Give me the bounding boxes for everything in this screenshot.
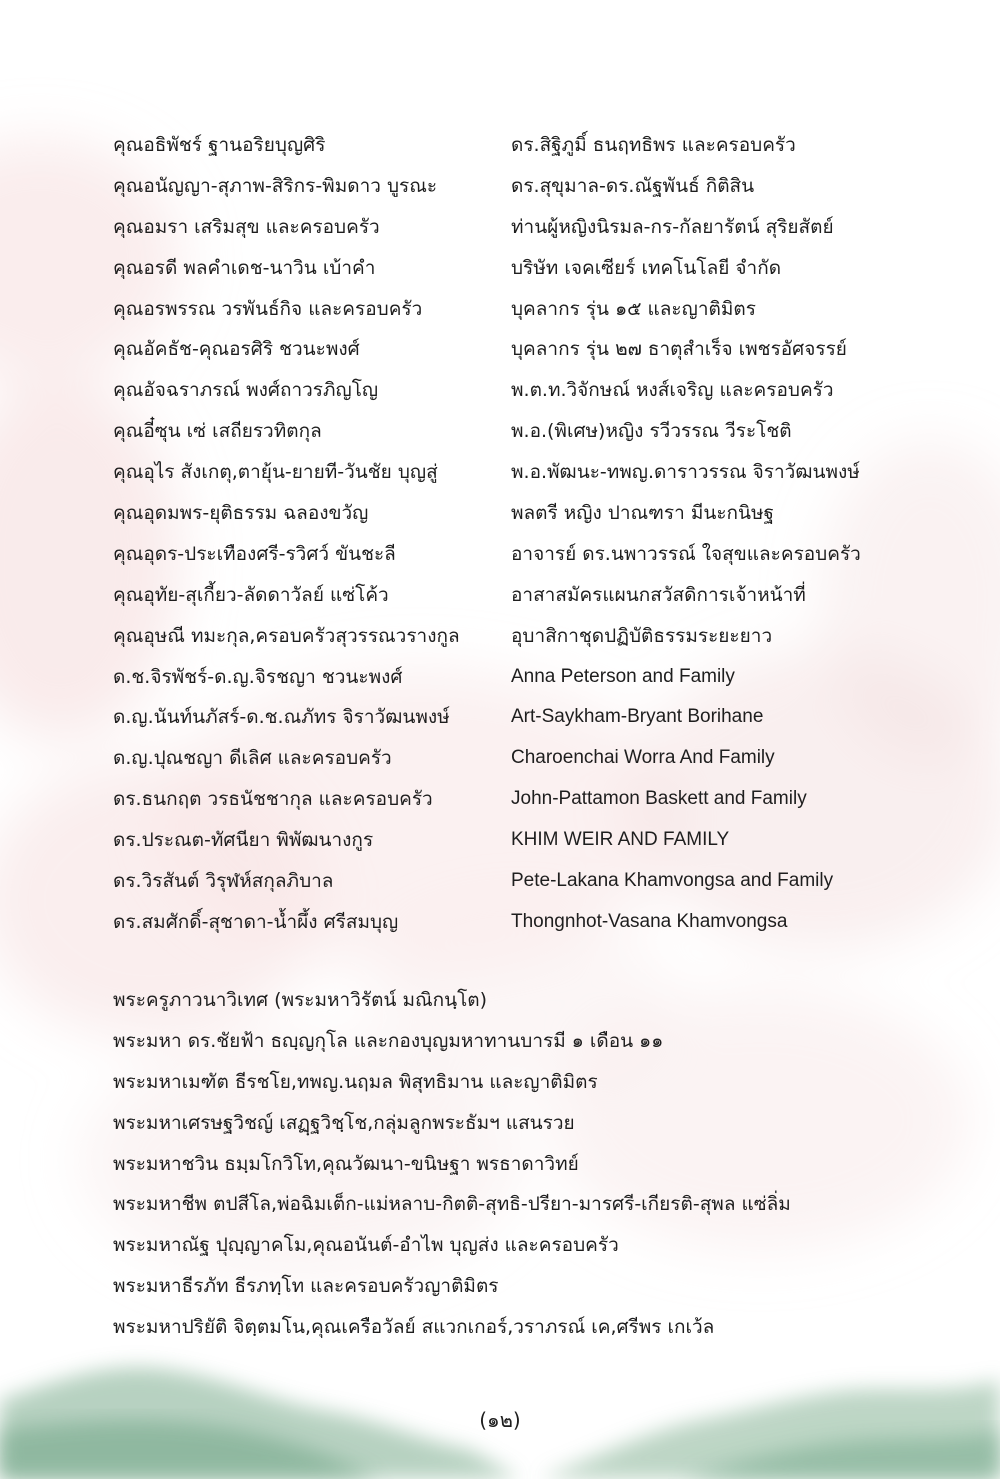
list-item: ด.ญ.นันท์นภัสร์-ด.ช.ณภัทร จิราวัฒนพงษ์ bbox=[113, 706, 450, 729]
list-item: ด.ญ.ปุณชญา ดีเลิศ และครอบครัว bbox=[113, 747, 392, 770]
list-item: คุณอนัญญา-สุภาพ-สิริกร-พิมดาว บูรณะ bbox=[113, 174, 438, 197]
list-item: คุณอรดี พลคำเดช-นาวิน เบ้าคำ bbox=[113, 256, 376, 279]
page-number: (๑๒) bbox=[479, 1408, 521, 1432]
list-item: คุณอุไร สังเกตุ,ตายุ้น-ยายที-วันชัย บุญสู่ bbox=[113, 461, 438, 484]
list-item: พระมหาณัฐ ปุญฺญาคโม,คุณอนันต์-อำไพ บุญส่ง และครอบครัว bbox=[113, 1234, 619, 1257]
list-item: พระมหาธีรภัท ธีรภทฺโท และครอบครัวญาติมิตร bbox=[113, 1275, 499, 1298]
list-item: อาจารย์ ดร.นพาวรรณ์ ใจสุขและครอบครัว bbox=[511, 542, 861, 565]
list-item: คุณอัจฉราภรณ์ พงศ์ถาวรภิญโญ bbox=[113, 379, 379, 402]
list-item: พ.อ.(พิเศษ)หญิง รวีวรรณ วีระโชติ bbox=[511, 420, 792, 443]
list-item: พระครูภาวนาวิเทศ (พระมหาวิรัตน์ มณิกนฺโต) bbox=[113, 989, 488, 1011]
list-item: คุณอี๋ซุน เซ่ เสถียรวทิตกุล bbox=[113, 420, 322, 443]
list-item: พระมหาชีพ ตปสีโล,พ่อฉิมเต็ก-แม่หลาบ-กิตติ-สุทธิ-ปรียา-มารศรี-เกียรติ-สุพล แซ่ลิ่ม bbox=[113, 1193, 791, 1216]
list-item: ด.ช.จิรพัชร์-ด.ญ.จิรชญา ชวนะพงศ์ bbox=[113, 665, 403, 688]
list-item: บุคลากร รุ่น ๑๕ และญาติมิตร bbox=[511, 297, 756, 320]
list-item: Charoenchai Worra And Family bbox=[511, 747, 775, 769]
list-item: John-Pattamon Baskett and Family bbox=[511, 788, 807, 810]
list-item: พ.ต.ท.วิจักษณ์ หงส์เจริญ และครอบครัว bbox=[511, 379, 834, 402]
list-item: อุบาสิกาชุดปฏิบัติธรรมระยะยาว bbox=[511, 624, 773, 647]
list-item: คุณอธิพัชร์ ฐานอริยบุญศิริ bbox=[113, 134, 326, 156]
list-item: คุณอรพรรณ วรพันธ์กิจ และครอบครัว bbox=[113, 297, 423, 320]
list-item: ดร.ประณต-ทัศนียา พิพัฒนางกูร bbox=[113, 829, 374, 852]
list-item: คุณอัคธัช-คุณอรศิริ ชวนะพงศ์ bbox=[113, 338, 360, 361]
list-item: บุคลากร รุ่น ๒๗ ธาตุสำเร็จ เพชรอัศจรรย์ bbox=[511, 338, 847, 361]
list-item: พลตรี หญิง ปาณฑรา มีนะกนิษฐ bbox=[511, 502, 775, 525]
list-item: คุณอมรา เสริมสุข และครอบครัว bbox=[113, 215, 380, 238]
list-item: ดร.ธนกฤต วรธนัชชากุล และครอบครัว bbox=[113, 788, 433, 811]
list-item: ดร.สุขุมาล-ดร.ณัฐพันธ์ กิติสิน bbox=[511, 174, 755, 197]
list-item: คุณอุดมพร-ยุติธรรม ฉลองขวัญ bbox=[113, 502, 369, 525]
donor-list-left bbox=[113, 125, 503, 943]
list-item: KHIM WEIR AND FAMILY bbox=[511, 829, 730, 851]
list-item: ดร.สมศักดิ์-สุชาดา-น้ำผึ้ง ศรีสมบุญ bbox=[113, 910, 399, 933]
list-item: ดร.วิรสันต์ วิรุฬห์สกุลภิบาล bbox=[113, 870, 334, 893]
list-item: ดร.สิฐิภูมิ์ ธนฤทธิพร และครอบครัว bbox=[511, 134, 796, 156]
list-item: พ.อ.พัฒนะ-ทพญ.ดาราวรรณ จิราวัฒนพงษ์ bbox=[511, 461, 860, 484]
list-item: Thongnhot-Vasana Khamvongsa bbox=[511, 910, 788, 932]
list-item: พระมหาเมฑัต ธีรชโย,ทพญ.นฤมล พิสุทธิมาน และญาติมิตร bbox=[113, 1070, 598, 1093]
donor-list-right bbox=[511, 125, 911, 943]
monk-donor-list bbox=[113, 980, 913, 1348]
list-item: คุณอุษณี ทมะกุล,ครอบครัวสุวรรณวรางกูล bbox=[113, 624, 460, 647]
list-item: พระมหาปริยัติ จิตฺตมโน,คุณเครือวัลย์ สแวกเกอร์,วราภรณ์ เค,ศรีพร เกเว้ล bbox=[113, 1316, 715, 1339]
list-item: Anna Peterson and Family bbox=[511, 665, 735, 687]
list-item: พระมหา ดร.ชัยฟ้า ธญฺญกุโล และกองบุญมหาทานบารมี ๑ เดือน ๑๑ bbox=[113, 1029, 664, 1052]
list-item: พระมหาเศรษฐวิชญ์ เสฏฺฐวิชฺโช,กลุ่มลูกพระธัมฯ แสนรวย bbox=[113, 1111, 575, 1134]
list-item: อาสาสมัครแผนกสวัสดิการเจ้าหน้าที่ bbox=[511, 583, 806, 606]
list-item: พระมหาชวิน ธมฺมโกวิโท,คุณวัฒนา-ขนิษฐา พรธาดาวิทย์ bbox=[113, 1152, 579, 1175]
list-item: คุณอุทัย-สุเกี้ยว-ลัดดาวัลย์ แซ่โค้ว bbox=[113, 583, 389, 606]
list-item: บริษัท เจคเซียร์ เทคโนโลยี จำกัด bbox=[511, 256, 782, 279]
list-item: ท่านผู้หญิงนิรมล-กร-กัลยารัตน์ สุริยสัตย์ bbox=[511, 215, 834, 238]
list-item: คุณอุดร-ประเทืองศรี-รวิศว์ ขันชะลี bbox=[113, 542, 396, 565]
list-item: Art-Saykham-Bryant Borihane bbox=[511, 706, 764, 728]
list-item: Pete-Lakana Khamvongsa and Family bbox=[511, 870, 834, 892]
